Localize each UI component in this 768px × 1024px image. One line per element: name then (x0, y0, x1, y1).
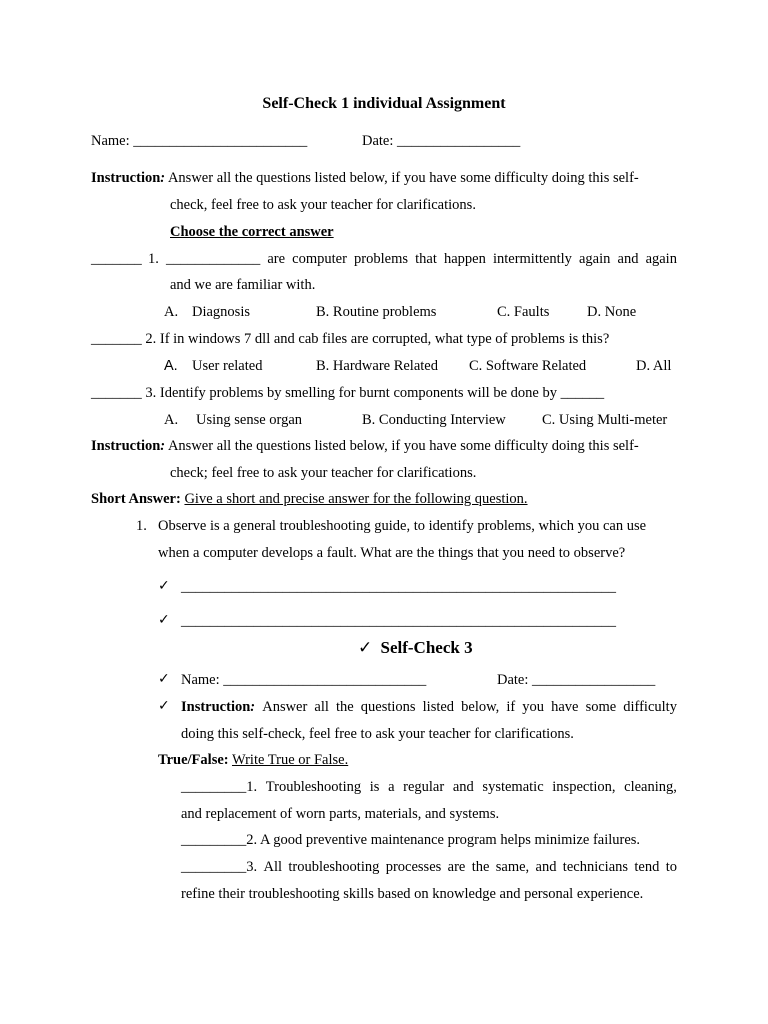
q1-answer-blank: _______ (91, 251, 142, 267)
answer-line: ____________________________________________________________ (181, 579, 616, 595)
q1-word: and (617, 251, 639, 267)
q1-word: intermittently (492, 251, 572, 267)
tf-word: troubleshooting (288, 859, 380, 875)
tf-word: same, (495, 859, 530, 875)
true-false-heading (158, 751, 348, 769)
mcq-heading: Choose the correct answer (170, 224, 334, 240)
sc3-word: questions (360, 699, 416, 715)
sc3-word: some (585, 699, 617, 715)
q1-word: problems (354, 251, 408, 267)
q1-option-d: D. None (587, 304, 637, 320)
q1-line2: and we are familiar with. (170, 277, 316, 293)
check-icon: ✓ (158, 671, 170, 687)
instruction-colon: : (160, 170, 166, 186)
tf-word: systematic (482, 779, 544, 795)
sc3-word: difficulty (623, 699, 677, 715)
tf-word: and (452, 779, 474, 795)
sc3-date-field: Date: _________________ (497, 672, 656, 688)
sc3-word: if (506, 699, 516, 715)
check-icon: ✓ (358, 638, 373, 658)
tf-word: regular (403, 779, 445, 795)
check-icon: ✓ (158, 612, 170, 628)
tf-word: to (665, 859, 677, 875)
answer-line: ____________________________________________________________ (181, 613, 616, 629)
tf-word: _________1. (181, 779, 258, 795)
tf-word: All (263, 859, 282, 875)
instruction-colon: : (160, 438, 166, 454)
instruction-1 (91, 169, 639, 187)
sc3-name-field: Name: ____________________________ (181, 672, 427, 688)
short-answer-heading (91, 490, 528, 508)
q3-option-a-letter: A. (164, 412, 179, 428)
sc3-word: all (314, 699, 329, 715)
sc3-word: have (551, 699, 579, 715)
tf-word: processes (385, 859, 442, 875)
date-field: Date: _________________ (362, 133, 521, 149)
sc3-instruction-line1 (181, 698, 677, 716)
q1-word: computer (292, 251, 347, 267)
sc3-word: below, (461, 699, 500, 715)
tf-word: tend (634, 859, 660, 875)
q1-option-b: B. Routine problems (316, 304, 437, 320)
short-answer-number: 1. (136, 518, 147, 534)
q1-option-a: Diagnosis (192, 304, 250, 320)
sc3-word: Answer (262, 699, 308, 715)
tf-word: is (369, 779, 380, 795)
short-answer-question-line2: when a computer develops a fault. What are the things that you need to observe? (158, 545, 626, 561)
sc3-instruction-line2: doing this self-check, feel free to ask your teacher for clarifications. (181, 726, 574, 742)
tf-item-2: _________2. A good preventive maintenance program helps minimize failures. (181, 832, 641, 848)
instruction-label: Instruction (91, 438, 161, 454)
tf-word: and (535, 859, 557, 875)
instruction-2 (91, 437, 639, 455)
q1-word: happen (443, 251, 486, 267)
tf-word: _________3. (181, 859, 258, 875)
tf-item-1-line2: and replacement of worn parts, materials, and systems. (181, 806, 500, 822)
q1-option-c: C. Faults (497, 304, 550, 320)
tf-word: are (447, 859, 466, 875)
tf-word: the (471, 859, 490, 875)
q3-option-b: B. Conducting Interview (362, 412, 506, 428)
instruction-colon: : (250, 699, 256, 715)
q2-option-a-letter: A. (164, 358, 178, 374)
short-answer-instruction: Give a short and precise answer for the following question. (184, 491, 528, 507)
check-icon: ✓ (158, 578, 170, 594)
instruction-text: Answer all the questions listed below, if you have some difficulty doing this self- (165, 438, 639, 454)
self-check-3-title: Self-Check 3 (380, 638, 473, 657)
q3-option-a: Using sense organ (196, 412, 303, 428)
q1-word: again (579, 251, 611, 267)
q1-word: again (645, 251, 677, 267)
page-title: Self-Check 1 individual Assignment (262, 95, 506, 112)
q1-word: _____________ (165, 251, 261, 267)
true-false-instruction: Write True or False. (231, 752, 349, 768)
instruction-1-line2: check, feel free to ask your teacher for clarifications. (170, 197, 476, 213)
true-false-label: True/False: (158, 752, 229, 768)
q3-option-c: C. Using Multi-meter (542, 412, 668, 428)
q2-option-a: User related (192, 358, 263, 374)
tf-item-3-line1 (181, 858, 677, 876)
sc3-word: you (522, 699, 545, 715)
q2-text: _______ 2. If in windows 7 dll and cab files are corrupted, what type of problems is this? (91, 331, 610, 347)
short-answer-label: Short Answer: (91, 491, 181, 507)
instruction-label: Instruction (91, 170, 161, 186)
tf-word: cleaning, (624, 779, 677, 795)
q2-option-c: C. Software Related (469, 358, 587, 374)
short-answer-question-line1: Observe is a general troubleshooting guide, to identify problems, which you can use (158, 518, 647, 534)
q1-line1 (148, 250, 677, 268)
instruction-label: Instruction (181, 699, 251, 715)
instruction-2-line2: check; feel free to ask your teacher for clarifications. (170, 465, 477, 481)
tf-item-3-line2: refine their troubleshooting skills based on knowledge and personal experience. (181, 886, 644, 902)
sc3-word: listed (422, 699, 455, 715)
q1-option-a-letter: A. (164, 304, 179, 320)
q2-option-b: B. Hardware Related (316, 358, 438, 374)
tf-word: inspection, (552, 779, 616, 795)
q2-option-d: D. All (636, 358, 672, 374)
sc3-word: the (335, 699, 354, 715)
self-check-3-heading (358, 639, 473, 657)
tf-word: a (388, 779, 395, 795)
tf-item-1-line1 (181, 778, 677, 796)
name-field: Name: ________________________ (91, 133, 308, 149)
q1-word: 1. (148, 251, 159, 267)
tf-word: technicians (562, 859, 629, 875)
instruction-text: Answer all the questions listed below, if you have some difficulty doing this self- (165, 170, 639, 186)
q1-word: are (267, 251, 286, 267)
q1-word: that (415, 251, 437, 267)
q3-text: _______ 3. Identify problems by smelling for burnt components will be done by ______ (91, 385, 605, 401)
tf-word: Troubleshooting (265, 779, 362, 795)
check-icon: ✓ (158, 698, 170, 714)
